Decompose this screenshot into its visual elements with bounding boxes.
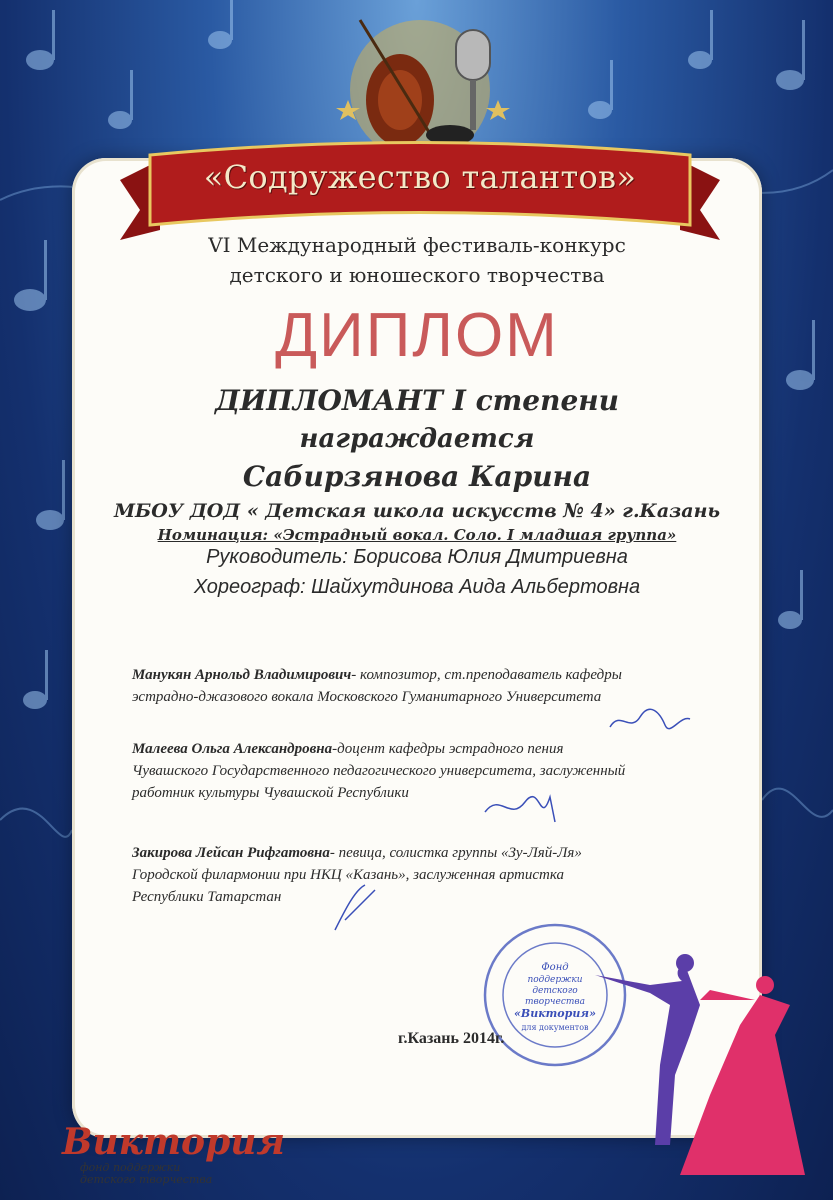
jury-text: - певица, солистка группы «Зу-Ляй-Ля» bbox=[329, 845, 582, 861]
jury-text: Республики Татарстан bbox=[132, 889, 282, 905]
stamp-text: поддержки bbox=[527, 975, 583, 985]
school-line: МБОУ ДОД « Детская школа искусств № 4» г.Казань bbox=[114, 500, 720, 522]
stamp-text: творчества bbox=[524, 997, 586, 1007]
stamp-text: Фонд bbox=[541, 962, 569, 973]
jury-name: Манукян Арнольд Владимирович bbox=[132, 667, 352, 683]
violin-microphone-emblem-icon bbox=[300, 0, 540, 160]
choreographer-line: Хореограф: Шайхутдинова Аида Альбертовна bbox=[193, 576, 641, 598]
jury-text: эстрадно-джазового вокала Московского Гуманитарного Университета bbox=[132, 689, 602, 705]
stamp-text: для документов bbox=[521, 1023, 589, 1032]
signature-1 bbox=[605, 705, 695, 735]
jury-text: - композитор, ст.преподаватель кафедры bbox=[351, 667, 622, 683]
jury-text: Чувашского Государственного педагогического университета, заслуженный bbox=[132, 763, 626, 779]
logo-title: Виктория bbox=[62, 1121, 286, 1163]
awarded-line: награждается bbox=[299, 424, 535, 454]
stamp-text: детского bbox=[532, 986, 578, 996]
dancers-silhouette-icon bbox=[590, 945, 810, 1185]
jury-text: Городской филармонии при НКЦ «Казань», заслуженная артистка bbox=[132, 867, 565, 883]
logo-subtitle: фонд поддержки bbox=[80, 1161, 181, 1174]
viktoria-logo bbox=[62, 1121, 286, 1200]
signature-2 bbox=[480, 782, 570, 832]
degree-line: ДИПЛОМАНТ I степени bbox=[214, 384, 620, 417]
jury-name: Малеева Ольга Александровна bbox=[132, 741, 333, 757]
nomination-line: Номинация: «Эстрадный вокал. Соло. I младшая группа» bbox=[157, 526, 677, 544]
jury-text: работник культуры Чувашской Республики bbox=[132, 785, 409, 801]
festival-line-2: детского и юношеского творчества bbox=[229, 263, 605, 287]
jury-member-1 bbox=[132, 664, 752, 708]
jury-name: Закирова Лейсан Рифгатовна bbox=[132, 845, 330, 861]
jury-text: -доцент кафедры эстрадного пения bbox=[332, 741, 564, 757]
ribbon-title: «Содружество талантов» bbox=[203, 158, 637, 196]
diploma-title: ДИПЛОМ bbox=[275, 301, 559, 370]
leader-line: Руководитель: Борисова Юлия Дмитриевна bbox=[206, 546, 628, 568]
stamp-text: «Виктория» bbox=[514, 1007, 596, 1020]
logo-subtitle: детского творчества bbox=[80, 1173, 213, 1186]
jury-member-3 bbox=[132, 842, 752, 908]
jury-member-2 bbox=[132, 738, 752, 804]
place-date: г.Казань 2014г. bbox=[398, 1030, 505, 1047]
festival-line-1: VI Международный фестиваль-конкурс bbox=[208, 233, 626, 257]
recipient-name: Сабирзянова Карина bbox=[242, 460, 592, 493]
signature-3 bbox=[325, 880, 385, 940]
